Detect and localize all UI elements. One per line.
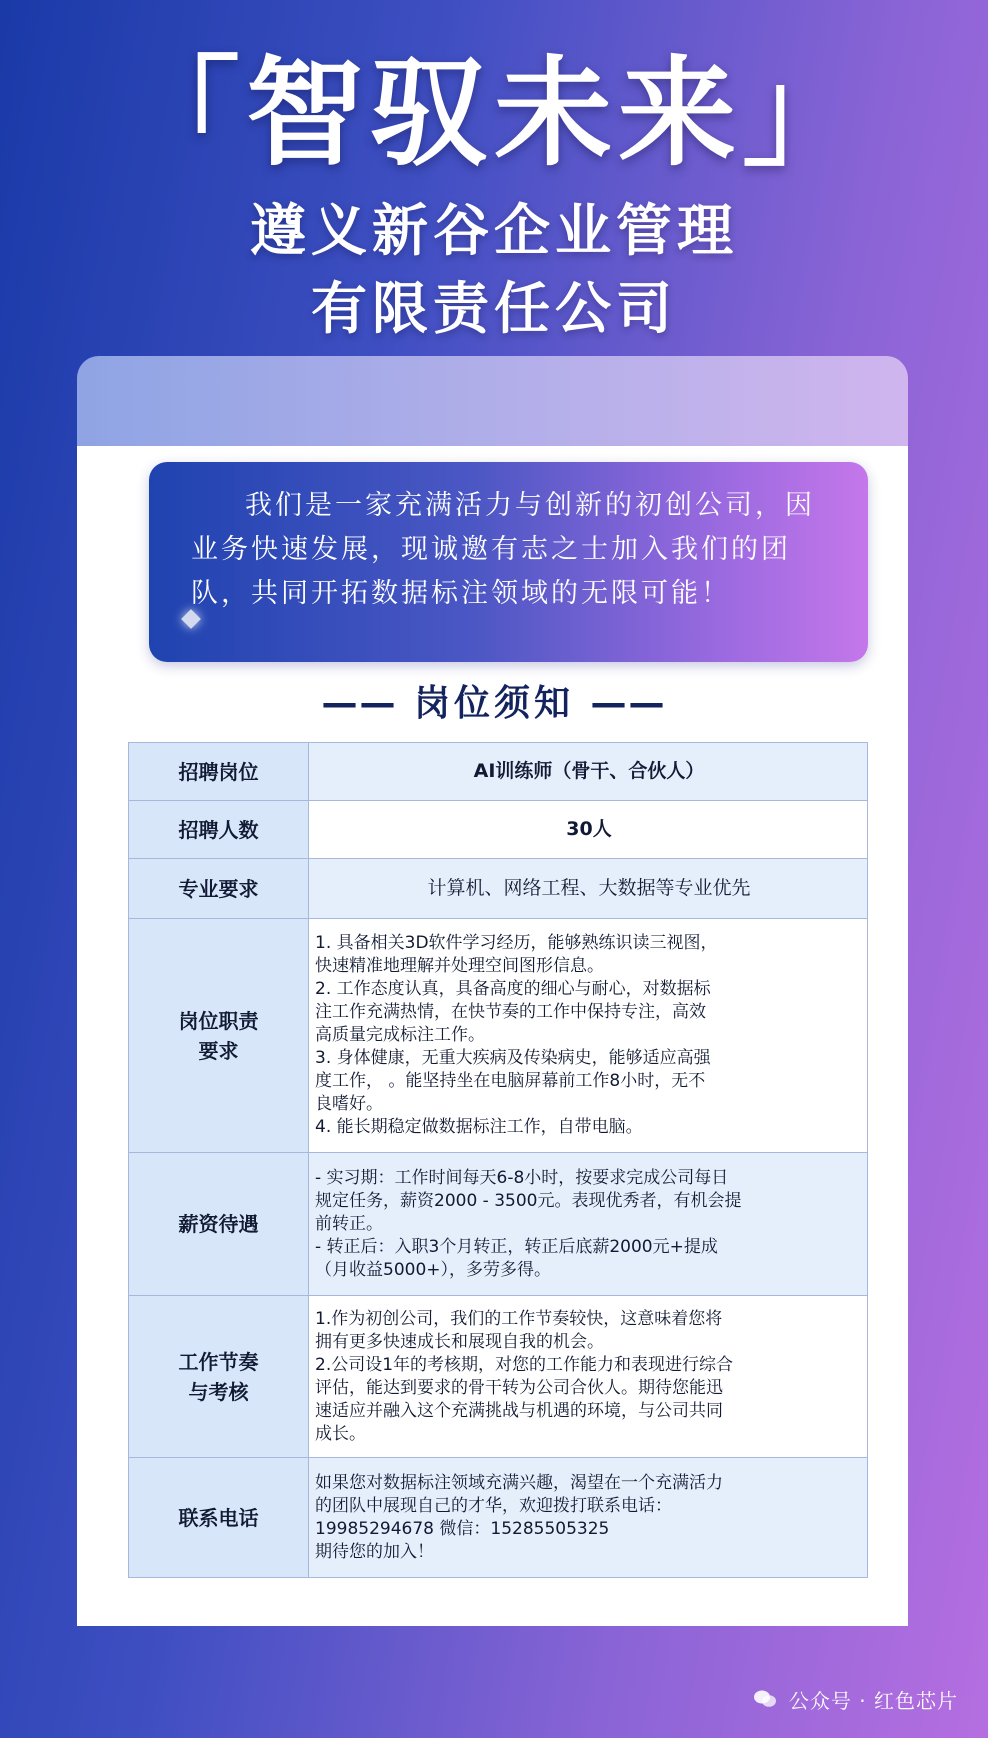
value-line: 计算机、网络工程、大数据等专业优先: [427, 877, 751, 899]
table-row: [129, 743, 868, 801]
row-value: [309, 743, 868, 801]
table-row: [129, 919, 868, 1153]
watermark-text: 公众号 · 红色芯片: [788, 1689, 958, 1713]
table-row: [129, 1458, 868, 1578]
value-line: 规定任务，薪资2000 - 3500元。表现优秀者，有机会提: [315, 1190, 742, 1211]
value-line: 4. 能长期稳定做数据标注工作，自带电脑。: [315, 1117, 643, 1137]
section-title-text: 岗位须知: [413, 683, 574, 724]
intro-banner: 我们是一家充满活力与创新的初创公司，因业务快速发展，现诚邀有志之士加入我们的团队，共同开拓数据标注领域的无限可能！: [149, 462, 868, 662]
title-dash-left: ——: [321, 683, 398, 724]
job-info-table: [128, 742, 868, 1578]
row-value: [309, 859, 868, 919]
poster-title: 「智驭未来」: [121, 44, 866, 182]
value-line: 2.公司设1年的考核期，对您的工作能力和表现进行综合: [315, 1354, 734, 1375]
value-line: 注工作充满热情，在快节奏的工作中保持专注，高效: [315, 1002, 706, 1022]
value-line: 1. 具备相关3D软件学习经历，能够熟练识读三视图，: [315, 933, 718, 953]
value-line: 快速精准地理解并处理空间图形信息。: [315, 956, 604, 976]
value-line: 1.作为初创公司，我们的工作节奏较快，这意味着您将: [315, 1308, 723, 1329]
row-label: 岗位职责 要求: [129, 919, 309, 1153]
table-row: [129, 859, 868, 919]
table-row: [129, 1296, 868, 1458]
value-line: 高质量完成标注工作。: [315, 1025, 485, 1045]
value-line: - 转正后：入职3个月转正，转正后底薪2000元+提成: [315, 1236, 718, 1257]
watermark: [754, 1686, 958, 1716]
company-name-line2: 有限责任公司: [311, 277, 677, 342]
value-line: 速适应并融入这个充满挑战与机遇的环境，与公司共同: [315, 1400, 723, 1421]
wechat-icon: [754, 1686, 776, 1716]
table-row: [129, 1153, 868, 1296]
section-title: [0, 676, 988, 732]
value-line: AI训练师（骨干、合伙人）: [473, 760, 705, 782]
value-line: - 实习期：工作时间每天6-8小时，按要求完成公司每日: [315, 1167, 729, 1188]
row-value: [309, 1296, 868, 1458]
value-line: 期待您的加入！: [315, 1541, 434, 1562]
card-header-band: [77, 356, 908, 448]
company-name-line1: 遵义新谷企业管理: [250, 199, 738, 264]
value-line: 成长。: [315, 1423, 366, 1444]
value-line: 良嗜好。: [315, 1094, 383, 1114]
value-line: 19985294678 微信：15285505325: [315, 1518, 610, 1539]
value-line: 2. 工作态度认真，具备高度的细心与耐心，对数据标: [315, 979, 711, 999]
row-value: [309, 1153, 868, 1296]
value-line: 度工作， 。能坚持坐在电脑屏幕前工作8小时，无不: [315, 1071, 706, 1091]
value-line: 30人: [566, 818, 612, 840]
row-label: 工作节奏 与考核: [129, 1296, 309, 1458]
row-label: 招聘人数: [129, 801, 309, 859]
value-line: （月收益5000+），多劳多得。: [315, 1259, 552, 1280]
value-line: 前转正。: [315, 1213, 383, 1234]
value-line: 拥有更多快速成长和展现自我的机会。: [315, 1331, 604, 1352]
table-row: [129, 801, 868, 859]
value-line: 的团队中展现自己的才华，欢迎拨打联系电话：: [315, 1495, 672, 1516]
row-value: [309, 1458, 868, 1578]
row-value: [309, 801, 868, 859]
row-label: 招聘岗位: [129, 743, 309, 801]
value-line: 评估，能达到要求的骨干转为公司合伙人。期待您能迅: [315, 1377, 723, 1398]
row-value: [309, 919, 868, 1153]
row-label: 薪资待遇: [129, 1153, 309, 1296]
row-label: 联系电话: [129, 1458, 309, 1578]
title-dash-right: ——: [590, 683, 667, 724]
row-label: 专业要求: [129, 859, 309, 919]
value-line: 3. 身体健康，无重大疾病及传染病史，能够适应高强: [315, 1048, 711, 1068]
value-line: 如果您对数据标注领域充满兴趣，渴望在一个充满活力: [315, 1472, 723, 1493]
